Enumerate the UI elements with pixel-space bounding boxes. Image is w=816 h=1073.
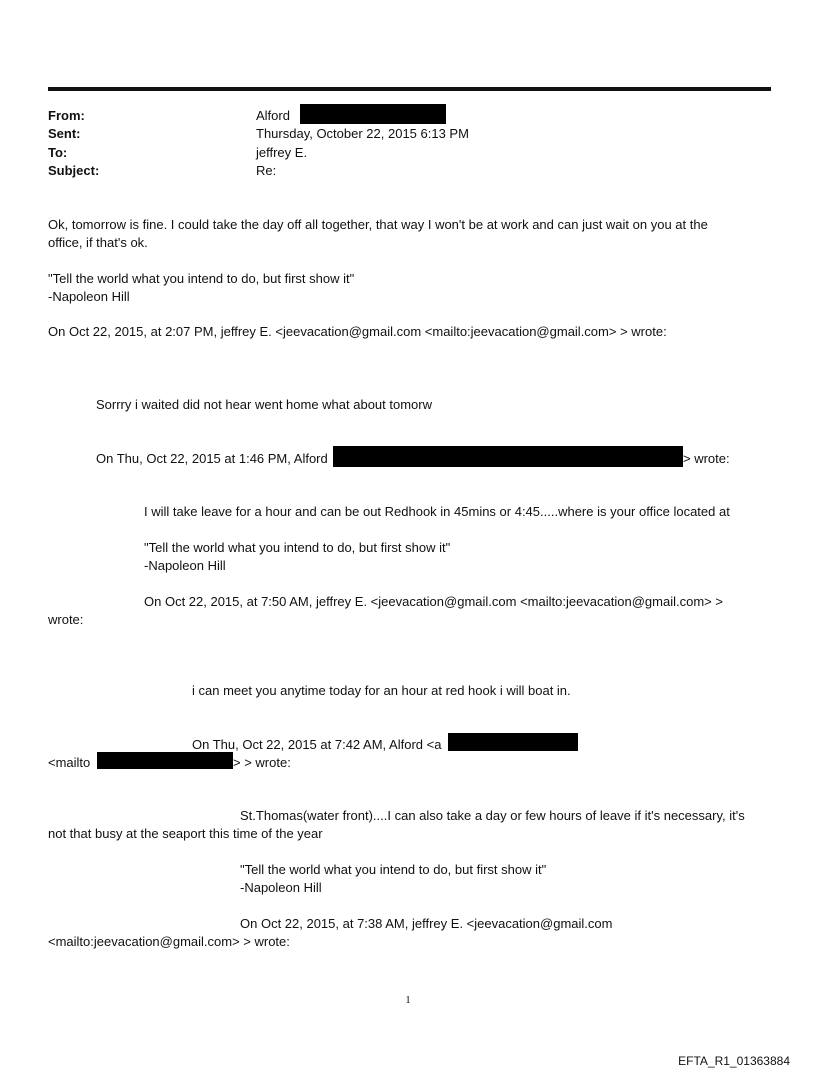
quoted-header-suffix: > wrote: [683, 451, 730, 466]
quoted-header: On Thu, Oct 22, 2015 at 1:46 PM, Alford [96, 451, 328, 466]
signature-author: -Napoleon Hill [144, 558, 226, 573]
signature-quote: "Tell the world what you intend to do, but first show it" [144, 540, 451, 555]
sent-label: Sent: [48, 126, 81, 141]
header-divider [48, 87, 771, 91]
to-label: To: [48, 145, 68, 160]
subject-value: Re: [256, 163, 277, 178]
to-value: jeffrey E. [256, 145, 308, 160]
subject-label: Subject: [48, 163, 100, 178]
quoted-header: <mailto [48, 755, 91, 770]
quoted-header-suffix: > > wrote: [233, 755, 291, 770]
quoted-header: <mailto:jeevacation@gmail.com> > wrote: [48, 934, 290, 949]
signature-quote: "Tell the world what you intend to do, but first show it" [240, 862, 547, 877]
redaction-box [97, 752, 233, 769]
page-number: 1 [405, 994, 411, 1006]
bates-number: EFTA_R1_01363884 [678, 1054, 790, 1068]
signature-author: -Napoleon Hill [240, 880, 322, 895]
body-text: Sorrry i waited did not hear went home what about tomorw [96, 397, 433, 412]
from-value: Alford [256, 108, 290, 123]
body-text: St.Thomas(water front)....I can also take a day or few hours of leave if it's necessary, it's [240, 808, 745, 823]
body-text: not that busy at the seaport this time of the year [48, 826, 323, 841]
body-text: office, if that's ok. [48, 235, 148, 250]
sent-value: Thursday, October 22, 2015 6:13 PM [256, 126, 469, 141]
redaction-box [448, 733, 578, 751]
signature-quote: "Tell the world what you intend to do, but first show it" [48, 271, 355, 286]
body-text: i can meet you anytime today for an hour at red hook i will boat in. [192, 683, 571, 698]
quoted-header: On Oct 22, 2015, at 7:38 AM, jeffrey E. <jeevacation@gmail.com [240, 916, 613, 931]
signature-author: -Napoleon Hill [48, 289, 130, 304]
quoted-header: On Thu, Oct 22, 2015 at 7:42 AM, Alford <a [192, 737, 442, 752]
body-text: I will take leave for a hour and can be out Redhook in 45mins or 4:45.....where is your office located at [144, 504, 730, 519]
quoted-header: wrote: [48, 612, 84, 627]
redaction-box [300, 104, 446, 124]
quoted-header: On Oct 22, 2015, at 7:50 AM, jeffrey E. <jeevacation@gmail.com <mailto:jeevacation@gmail.com> > [144, 594, 723, 609]
body-text: Ok, tomorrow is fine. I could take the day off all together, that way I won't be at work and can just wait on you at the [48, 217, 708, 232]
quoted-header: On Oct 22, 2015, at 2:07 PM, jeffrey E. <jeevacation@gmail.com <mailto:jeevacation@gmail.com> > wrote: [48, 324, 667, 339]
from-label: From: [48, 108, 85, 123]
redaction-box [333, 446, 683, 467]
